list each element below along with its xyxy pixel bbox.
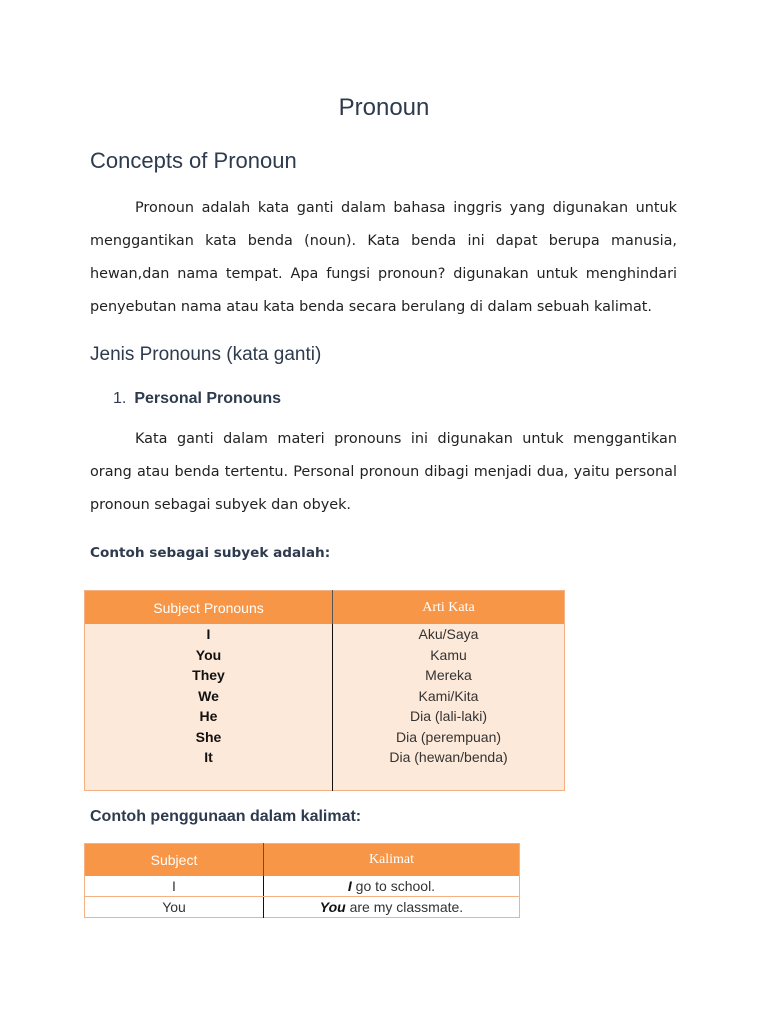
table-cell: Dia (perempuan)	[333, 727, 565, 748]
table-cell: Dia (lali-laki)	[333, 706, 565, 727]
paragraph-line: pronoun sebagai subyek dan obyek.	[90, 497, 352, 513]
sentence-rest: are my classmate.	[345, 899, 464, 915]
table-row	[85, 897, 520, 918]
paragraph-line: hewan,dan nama tempat. Apa fungsi pronoun? digunakan untuk menghindari	[90, 266, 677, 282]
emphasized-subject: You	[319, 899, 346, 915]
section-heading: Concepts of Pronoun	[90, 148, 297, 173]
list-item-heading	[113, 390, 281, 408]
example-label-sentence: Contoh penggunaan dalam kalimat:	[90, 808, 362, 825]
table-row-spacer	[85, 768, 565, 791]
table-header: Kalimat	[264, 844, 520, 877]
table-row	[85, 706, 565, 727]
table-row	[85, 876, 520, 897]
table-cell: Aku/Saya	[333, 624, 565, 645]
table-cell: Mereka	[333, 665, 565, 686]
table-cell: She	[85, 727, 333, 748]
intro-paragraph	[90, 192, 677, 324]
table-cell	[264, 897, 520, 918]
table-cell: Kamu	[333, 645, 565, 666]
sentence-examples-table	[84, 843, 520, 918]
paragraph-line: menggantikan kata benda (noun). Kata benda ini dapat berupa manusia,	[90, 233, 677, 249]
list-label: Personal Pronouns	[134, 390, 282, 407]
subject-pronouns-table	[84, 590, 565, 791]
subheading: Jenis Pronouns (kata ganti)	[90, 344, 322, 365]
table-row	[85, 686, 565, 707]
table-header: Arti Kata	[333, 591, 565, 625]
table-header: Subject Pronouns	[85, 591, 333, 625]
table-cell: Dia (hewan/benda)	[333, 747, 565, 768]
table-cell: You	[85, 897, 264, 918]
table-row	[85, 727, 565, 748]
paragraph-line: Pronoun adalah kata ganti dalam bahasa inggris yang digunakan untuk	[135, 200, 677, 216]
personal-pronouns-paragraph	[90, 423, 677, 522]
sentence-rest: go to school.	[351, 878, 436, 894]
table-row	[85, 747, 565, 768]
table-cell: Kami/Kita	[333, 686, 565, 707]
table-cell	[264, 876, 520, 897]
example-label-subject: Contoh sebagai subyek adalah:	[90, 545, 331, 561]
paragraph-line: orang atau benda tertentu. Personal pronoun dibagi menjadi dua, yaitu personal	[90, 464, 677, 480]
table-header: Subject	[85, 844, 264, 877]
table-cell: It	[85, 747, 333, 768]
table-cell: We	[85, 686, 333, 707]
emphasized-subject: I	[347, 878, 352, 894]
table-cell: You	[85, 645, 333, 666]
table-cell: I	[85, 624, 333, 645]
table-row	[85, 624, 565, 645]
table-cell: I	[85, 876, 264, 897]
paragraph-line: penyebutan nama atau kata benda secara berulang di dalam sebuah kalimat.	[90, 299, 652, 315]
table-row	[85, 665, 565, 686]
table-cell: They	[85, 665, 333, 686]
list-number: 1.	[113, 390, 127, 407]
table-row	[85, 645, 565, 666]
table-cell: He	[85, 706, 333, 727]
paragraph-line: Kata ganti dalam materi pronouns ini digunakan untuk menggantikan	[135, 431, 677, 447]
page-title: Pronoun	[338, 94, 430, 121]
